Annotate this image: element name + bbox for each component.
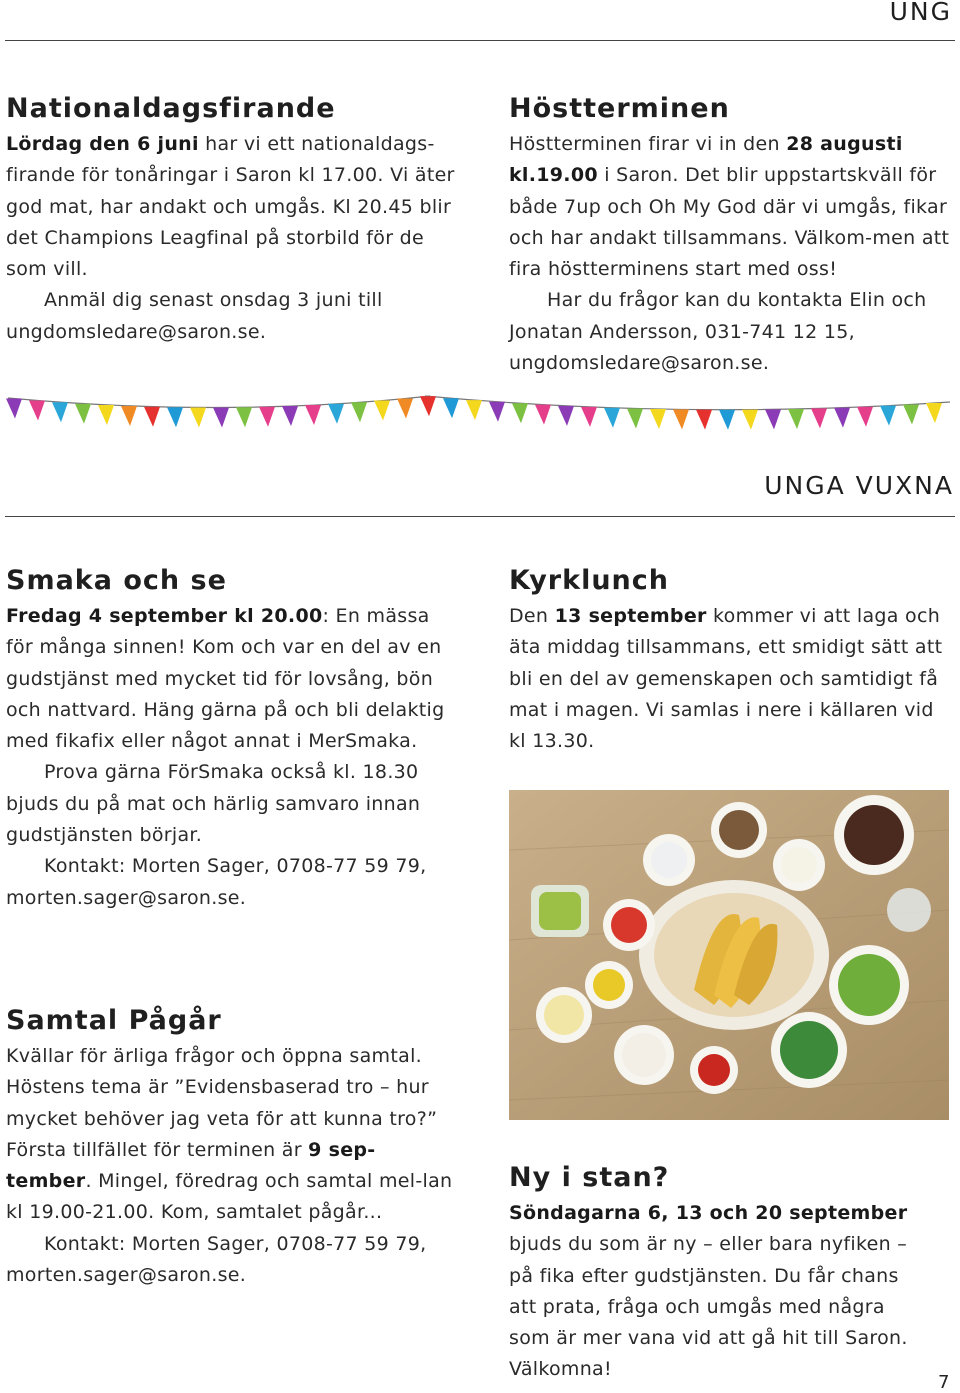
- smaka-date: Fredag 4 september kl 20.00: [6, 605, 323, 627]
- bunting-flag: [466, 400, 482, 420]
- bunting-flag: [512, 403, 528, 423]
- nationaldag-article: [6, 92, 456, 348]
- hostterminen-article: [509, 92, 955, 379]
- bunting-flag: [282, 406, 298, 426]
- kyrklunch-title: Kyrklunch: [509, 565, 669, 596]
- bunting-flag: [259, 407, 275, 427]
- bunting-flag: [696, 410, 712, 430]
- bunting-flag: [29, 401, 45, 421]
- section-label-ung: UNG: [889, 0, 952, 26]
- samtal-title: Samtal Pågår: [6, 1005, 222, 1036]
- bunting-flag: [213, 407, 229, 427]
- hostterminen-text-a: Höstterminen firar vi in den: [509, 133, 787, 155]
- smaka-contact: Kontakt: Morten Sager, 0708-77 59 79, morten.sager@saron.se.: [6, 855, 427, 909]
- samtal-text-c: . Mingel, föredrag och samtal mel-lan kl 19.00-21.00. Kom, samtalet pågår...: [6, 1170, 453, 1224]
- kyrklunch-text-c: kommer vi att laga och äta middag tillsammans, ett smidigt sätt att bli en del av gemenskapen och samtidigt få mat i magen. Vi samlas i nere i källaren vid kl 13.30.: [509, 605, 943, 753]
- samtal-text-a: Kvällar för ärliga frågor och öppna samtal. Höstens tema är ”Evidensbaserad tro – hur mycket behöver jag veta för att kunna tro?” Första tillfället för terminen är: [6, 1045, 438, 1161]
- bunting-flag: [765, 409, 781, 429]
- bunting-flag: [351, 402, 367, 422]
- hostterminen-text-c: i Saron. Det blir uppstartskväll för både 7up och Oh My God där vi umgås, fikar och har andakt tillsammans. Välkom-men att fira höstterminens start med oss!: [509, 164, 950, 281]
- bunting-flag: [374, 400, 390, 420]
- nyistan-title: Ny i stan?: [509, 1162, 670, 1193]
- bunting-flag: [581, 407, 597, 427]
- nyistan-text: bjuds du som är ny – eller bara nyfiken – på fika efter gudstjänsten. Du får chans att prata, fråga och umgås med några som är mer vana vid att gå hit till Saron. Välkomna!: [509, 1233, 908, 1381]
- bunting-flag: [489, 402, 505, 422]
- bunting-flag: [650, 409, 666, 429]
- bunting-flag: [443, 398, 459, 418]
- nationaldag-date: Lördag den 6 juni: [6, 133, 199, 155]
- bunting-flag: [535, 405, 551, 425]
- samtal-date: 9 sep-tember: [6, 1138, 376, 1193]
- bunting-flag: [98, 405, 114, 425]
- samtal-article: [6, 1004, 456, 1291]
- kyrklunch-text-a: Den: [509, 605, 555, 627]
- bunting-flag: [397, 398, 413, 418]
- section-label-unga-vuxna: UNGA VUXNA: [764, 471, 954, 500]
- nyistan-date: Söndagarna 6, 13 och 20 september: [509, 1202, 908, 1224]
- smaka-title: Smaka och se: [6, 565, 227, 596]
- bunting-flag: [834, 408, 850, 428]
- bunting-flag: [604, 408, 620, 428]
- bunting-flag: [857, 407, 873, 427]
- bunting-flag: [328, 404, 344, 424]
- bunting-flag: [811, 408, 827, 428]
- hostterminen-title: Höstterminen: [509, 93, 730, 124]
- hostterminen-date: 28 augusti kl.19.00: [509, 133, 903, 187]
- bunting-flag: [75, 404, 91, 424]
- bunting-flag: [673, 409, 689, 429]
- bunting-flag: [121, 406, 137, 426]
- kyrklunch-article: [509, 564, 955, 757]
- bunting-flag: [6, 399, 22, 419]
- bunting-flag: [742, 410, 758, 430]
- nationaldag-text: har vi ett nationaldags-firande för tonåringar i Saron kl 17.00. Vi äter god mat, har andakt och umgås. Kl 20.45 blir det Champions Leagfinal på storbild för de som vill.: [6, 133, 455, 281]
- bunting-flag: [903, 404, 919, 424]
- bunting-flag: [627, 408, 643, 428]
- bunting-decoration: [0, 390, 960, 450]
- page-number: 7: [938, 1372, 950, 1393]
- bunting-flag: [788, 409, 804, 429]
- bunting-flag: [420, 396, 436, 416]
- kyrklunch-date: 13 september: [554, 605, 707, 627]
- bunting-flag: [190, 407, 206, 427]
- nyistan-article: [509, 1161, 929, 1386]
- smaka-forsmaka: Prova gärna FörSmaka också kl. 18.30 bjuds du på mat och härlig samvaro innan gudstjänsten börjar.: [6, 761, 421, 847]
- unga-vuxna-rule: [5, 516, 955, 517]
- bunting-flag: [926, 403, 942, 423]
- hostterminen-contact: Har du frågor kan du kontakta Elin och Jonatan Andersson, 031-741 12 15, ungdomsledare@saron.se.: [509, 289, 927, 375]
- header-rule: [5, 40, 955, 41]
- bunting-flag: [52, 402, 68, 422]
- bunting-flag: [719, 410, 735, 430]
- bunting-flag: [880, 406, 896, 426]
- samtal-contact: Kontakt: Morten Sager, 0708-77 59 79, morten.sager@saron.se.: [6, 1232, 427, 1287]
- nationaldag-signup: Anmäl dig senast onsdag 3 juni till ungdomsledare@saron.se.: [6, 289, 383, 343]
- nationaldag-title: Nationaldagsfirande: [6, 93, 336, 124]
- bunting-flag: [144, 407, 160, 427]
- bunting-flag: [167, 407, 183, 427]
- smaka-article: [6, 564, 456, 914]
- bunting-flag: [305, 405, 321, 425]
- bunting-flag: [558, 406, 574, 426]
- food-photo: [509, 790, 949, 1120]
- bunting-flag: [236, 407, 252, 427]
- smaka-text: : En mässa för många sinnen! Kom och var en del av en gudstjänst med mycket tid för lovsång, bön och nattvard. Häng gärna på och bli delaktig med fikafix eller något annat i MerSmaka.: [6, 605, 445, 753]
